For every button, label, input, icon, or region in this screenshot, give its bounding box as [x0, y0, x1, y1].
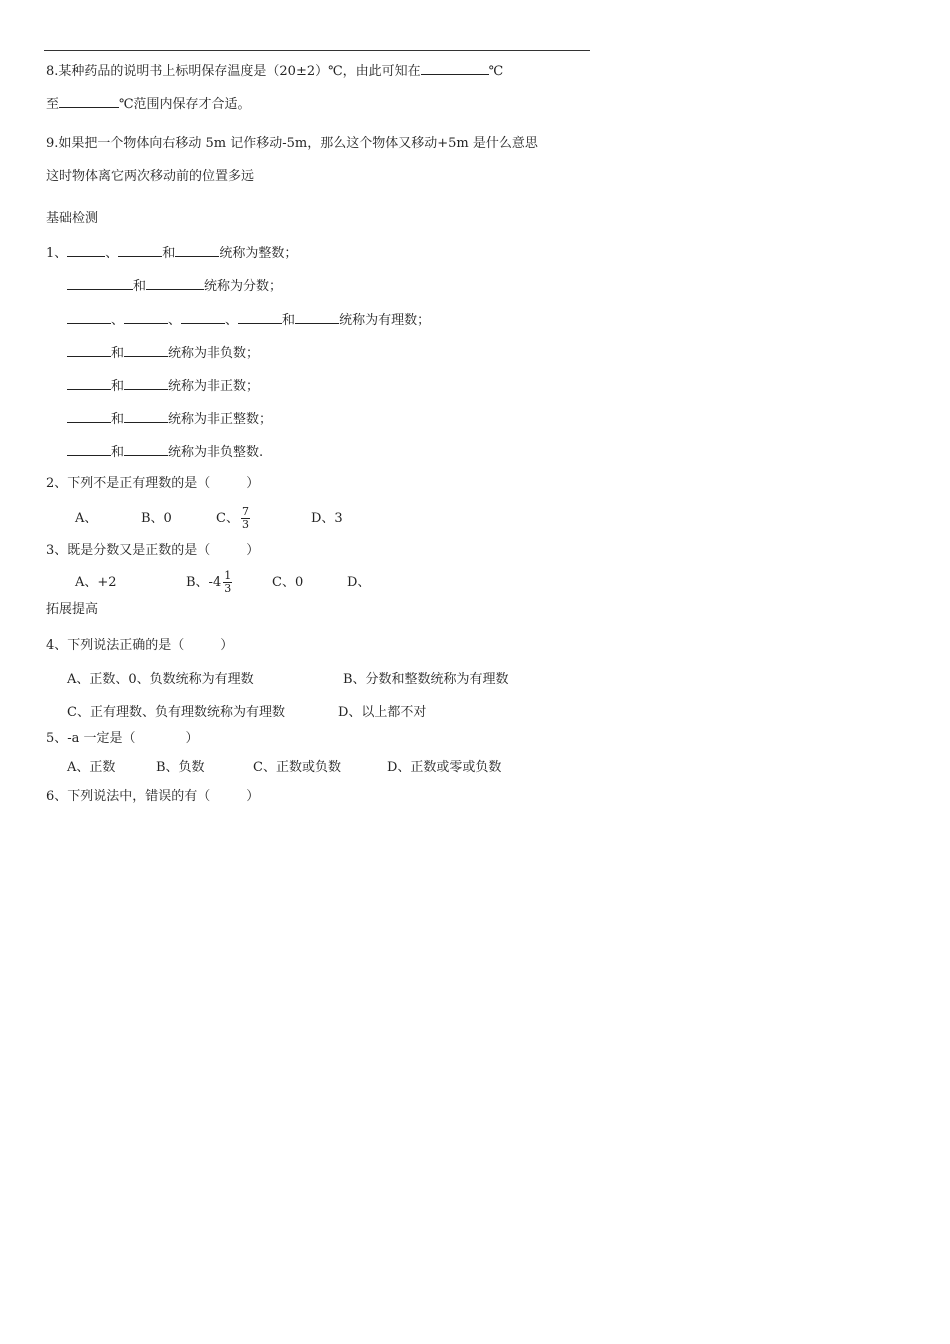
b4-option-c[interactable]: C、正有理数、负有理数统称为有理数: [67, 705, 285, 720]
question-9-line-2: 这时物体离它两次移动前的位置多远: [46, 169, 255, 184]
b1-blank[interactable]: [118, 243, 162, 257]
q8-unit-1: ℃: [488, 64, 504, 79]
b5-stem-text: 5、-a 一定是（: [46, 731, 136, 746]
section-title-extension: 拓展提高: [46, 602, 99, 617]
b1-and: 和: [111, 346, 125, 361]
b1-blank[interactable]: [146, 276, 204, 290]
fraction-denominator: 3: [224, 582, 232, 595]
b1-and: 和: [282, 313, 296, 328]
b2-options: [75, 504, 343, 534]
b1-line-2: [67, 276, 282, 296]
q8-text-1: 8.某种药品的说明书上标明保存温度是（20±2）℃，由此可知在: [46, 64, 421, 79]
b4-options-row-1: [67, 671, 509, 689]
b5-option-a[interactable]: A、正数: [67, 760, 116, 775]
b1-line-3: [67, 310, 430, 330]
b1-and: 和: [162, 246, 176, 261]
b1-l1-end: 统称为整数；: [219, 246, 298, 261]
b1-blank[interactable]: [67, 310, 111, 324]
b1-blank[interactable]: [181, 310, 225, 324]
b3-option-b-label: B、-4: [186, 575, 222, 590]
b3-close: ）: [246, 543, 260, 558]
b1-l7-end: 统称为非负整数.: [168, 445, 264, 460]
b1-blank[interactable]: [67, 276, 133, 290]
b1-blank[interactable]: [67, 243, 105, 257]
b4-option-a[interactable]: A、正数、0、负数统称为有理数: [67, 672, 254, 687]
b1-l3-end: 统称为有理数；: [339, 313, 431, 328]
fraction: [241, 506, 250, 531]
b1-and: 和: [111, 379, 125, 394]
b6-stem: [46, 788, 259, 806]
b4-options-row-2: [67, 704, 426, 722]
b1-blank[interactable]: [67, 343, 111, 357]
b1-l2-end: 统称为分数；: [204, 279, 283, 294]
b2-option-a[interactable]: A、: [75, 511, 98, 526]
b1-sep: 、: [225, 313, 239, 328]
b3-stem: [46, 542, 259, 560]
b1-and: 和: [111, 445, 125, 460]
b3-stem-text: 3、既是分数又是正数的是（: [46, 543, 211, 558]
b1-blank[interactable]: [124, 409, 168, 423]
b5-option-c[interactable]: C、正数或负数: [253, 760, 341, 775]
question-8-line-2: [46, 94, 251, 114]
q8-text-3: ℃范围内保存才合适。: [119, 97, 251, 112]
b1-line-7: [67, 442, 263, 462]
b1-l4-end: 统称为非负数；: [168, 346, 260, 361]
b4-stem-text: 4、下列说法正确的是（: [46, 638, 185, 653]
b2-stem: [46, 475, 259, 493]
b1-blank[interactable]: [67, 409, 111, 423]
fraction: [223, 570, 232, 595]
b2-option-b[interactable]: B、0: [141, 511, 172, 526]
b5-options: [67, 759, 501, 777]
b5-option-b[interactable]: B、负数: [156, 760, 205, 775]
b4-option-b[interactable]: B、分数和整数统称为有理数: [343, 672, 509, 687]
fraction-numerator: 1: [224, 569, 232, 582]
b1-blank[interactable]: [67, 376, 111, 390]
q8-text-2: 至: [46, 97, 60, 112]
b2-option-c[interactable]: [216, 504, 311, 534]
b1-sep: 、: [111, 313, 125, 328]
q8-blank-2[interactable]: [59, 94, 119, 108]
b3-option-a[interactable]: A、+2: [75, 575, 117, 590]
q8-blank-1[interactable]: [421, 61, 489, 75]
b2-close: ）: [246, 476, 260, 491]
b3-options: [75, 568, 370, 598]
b4-close: ）: [220, 638, 234, 653]
b1-and: 和: [111, 412, 125, 427]
b1-and: 和: [133, 279, 147, 294]
b5-close: ）: [185, 731, 199, 746]
b1-line-5: [67, 376, 259, 396]
b2-option-c-label: C、: [216, 511, 239, 526]
b1-blank[interactable]: [67, 442, 111, 456]
b1-l5-end: 统称为非正数；: [168, 379, 260, 394]
b2-stem-text: 2、下列不是正有理数的是（: [46, 476, 211, 491]
b1-line-1: [46, 243, 297, 263]
b4-stem: [46, 637, 233, 655]
b1-blank[interactable]: [124, 310, 168, 324]
b4-option-d[interactable]: D、以上都不对: [338, 705, 427, 720]
b1-line-6: [67, 409, 272, 429]
b3-option-b[interactable]: [186, 568, 272, 598]
b5-option-d[interactable]: D、正数或零或负数: [387, 760, 502, 775]
b1-l6-end: 统称为非正整数；: [168, 412, 273, 427]
b1-sep: 、: [168, 313, 182, 328]
b2-option-d[interactable]: D、3: [311, 511, 343, 526]
b3-option-c[interactable]: C、0: [272, 575, 304, 590]
b1-line-4: [67, 343, 259, 363]
b5-stem: [46, 730, 199, 748]
header-rule: [44, 50, 590, 51]
b1-blank[interactable]: [124, 343, 168, 357]
b6-close: ）: [246, 789, 260, 804]
b1-blank[interactable]: [124, 442, 168, 456]
fraction-denominator: 3: [241, 518, 249, 531]
b1-sep: 、: [105, 246, 119, 261]
b6-stem-text: 6、下列说法中，错误的有（: [46, 789, 211, 804]
b1-blank[interactable]: [124, 376, 168, 390]
b1-blank[interactable]: [175, 243, 219, 257]
b1-blank[interactable]: [295, 310, 339, 324]
b3-option-d[interactable]: D、: [347, 575, 371, 590]
question-8-line-1: [46, 61, 503, 81]
b1-blank[interactable]: [238, 310, 282, 324]
fraction-numerator: 7: [241, 505, 249, 518]
section-title-basic: 基础检测: [46, 211, 99, 226]
question-9-line-1: 9.如果把一个物体向右移动 5m 记作移动-5m，那么这个物体又移动+5m 是什么意思: [46, 136, 538, 151]
b1-prefix: 1、: [46, 246, 68, 261]
